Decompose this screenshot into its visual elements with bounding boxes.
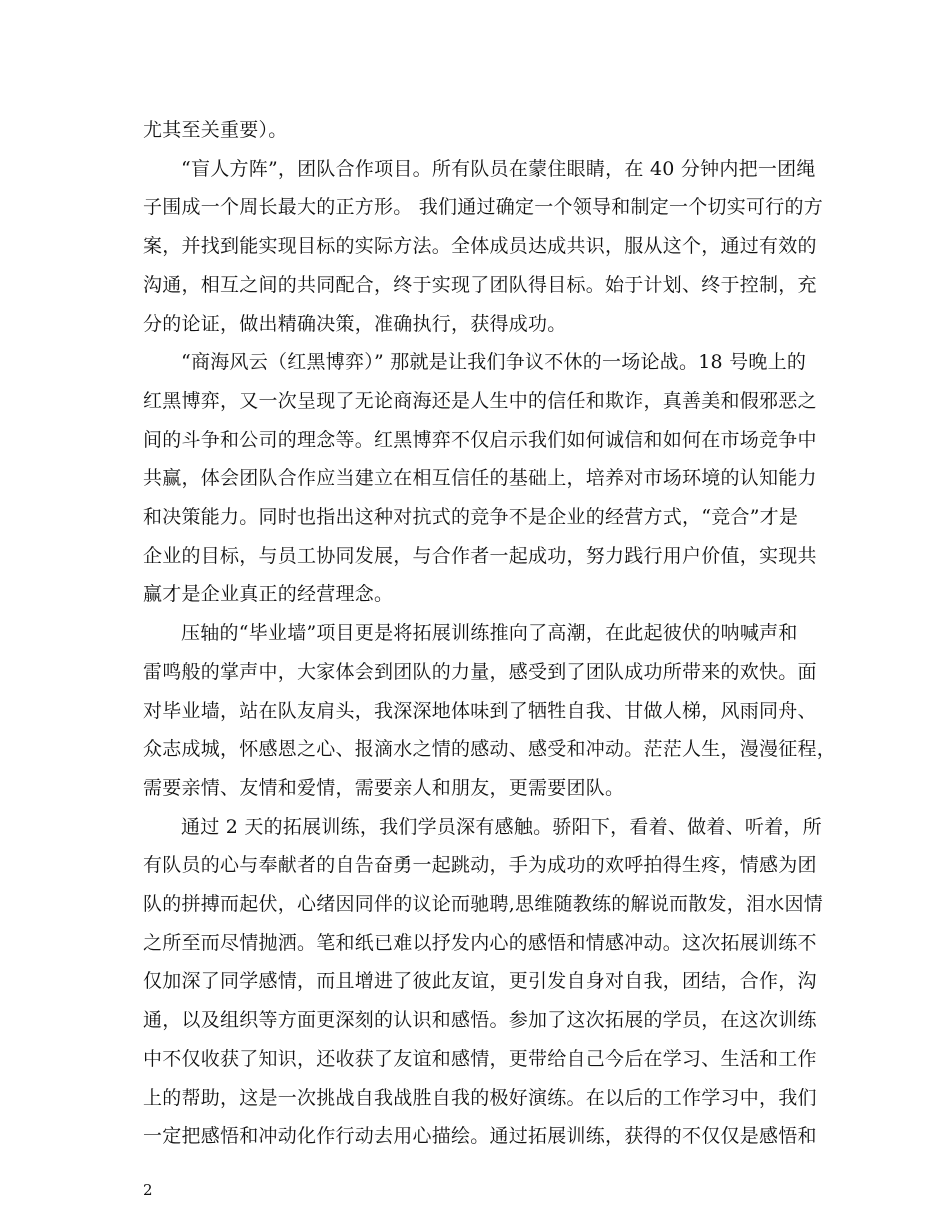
text-line: 一定把感悟和冲动化作行动去用心描绘。通过拓展训练，获得的不仅仅是感悟和 bbox=[143, 1125, 817, 1147]
text-line: 队的拼搏而起伏，心绪因同伴的议论而驰聘,思维随教练的解说而散发，泪水因情 bbox=[143, 893, 824, 915]
text-line: 对毕业墙，站在队友肩头，我深深地体味到了牺牲自我、甘做人梯，风雨同舟、 bbox=[143, 700, 817, 722]
text-line: 雷鸣般的掌声中，大家体会到团队的力量，感受到了团队成功所带来的欢快。面 bbox=[143, 661, 817, 683]
text-line: 间的斗争和公司的理念等。红黑博弈不仅启示我们如何诚信和如何在市场竞争中 bbox=[143, 429, 817, 451]
text-line: 众志成城，怀感恩之心、报滴水之情的感动、感受和冲动。茫茫人生，漫漫征程， bbox=[143, 738, 837, 760]
text-line: 企业的目标，与员工协同发展，与合作者一起成功，努力践行用户价值，实现共 bbox=[143, 545, 817, 567]
text-line: 共赢，体会团队合作应当建立在相互信任的基础上，培养对市场环境的认知能力 bbox=[143, 467, 817, 489]
text-line: 压轴的“毕业墙”项目更是将拓展训练推向了高潮，在此起彼伏的呐喊声和 bbox=[181, 622, 798, 644]
text-line: 通过 2 天的拓展训练，我们学员深有感触。骄阳下，看着、做着、听着，所 bbox=[181, 816, 822, 838]
text-line: 有队员的心与奉献者的自告奋勇一起跳动，手为成功的欢呼拍得生疼，情感为团 bbox=[143, 854, 817, 876]
text-line: 需要亲情、友情和爱情，需要亲人和朋友，更需要团队。 bbox=[143, 777, 625, 799]
text-line: 仅加深了同学感情，而且增进了彼此友谊，更引发自身对自我，团结，合作，沟 bbox=[143, 970, 817, 992]
page-number: 2 bbox=[143, 1181, 153, 1199]
text-line: 中不仅收获了知识，还收获了友谊和感情，更带给自己今后在学习、生活和工作 bbox=[143, 1048, 817, 1070]
text-line: 尤其至关重要）。 bbox=[143, 119, 288, 141]
text-line: “盲人方阵”，团队合作项目。所有队员在蒙住眼睛，在 40 分钟内把一团绳 bbox=[181, 158, 816, 180]
text-line: 子围成一个周长最大的正方形。 我们通过确定一个领导和制定一个切实可行的方 bbox=[143, 196, 824, 218]
text-line: 和决策能力。同时也指出这种对抗式的竞争不是企业的经营方式，“竞合”才是 bbox=[143, 506, 799, 528]
text-line: 上的帮助，这是一次挑战自我战胜自我的极好演练。在以后的工作学习中，我们 bbox=[143, 1087, 817, 1109]
text-line: 通，以及组织等方面更深刻的认识和感悟。参加了这次拓展的学员，在这次训练 bbox=[143, 1009, 817, 1031]
text-line: 之所至而尽情抛洒。笔和纸已难以抒发内心的感悟和情感冲动。这次拓展训练不 bbox=[143, 932, 817, 954]
text-line: 案，并找到能实现目标的实际方法。全体成员达成共识，服从这个，通过有效的 bbox=[143, 235, 817, 257]
text-line: 沟通，相互之间的共同配合，终于实现了团队得目标。始于计划、终于控制，充 bbox=[143, 274, 817, 296]
text-line: 赢才是企业真正的经营理念。 bbox=[143, 583, 394, 605]
text-line: “商海风云（红黑博弈）” 那就是让我们争议不休的一场论战。18 号晚上的 bbox=[181, 351, 807, 373]
text-line: 红黑博弈，又一次呈现了无论商海还是人生中的信任和欺诈，真善美和假邪恶之 bbox=[143, 390, 817, 412]
text-line: 分的论证，做出精确决策，准确执行，获得成功。 bbox=[143, 313, 567, 335]
